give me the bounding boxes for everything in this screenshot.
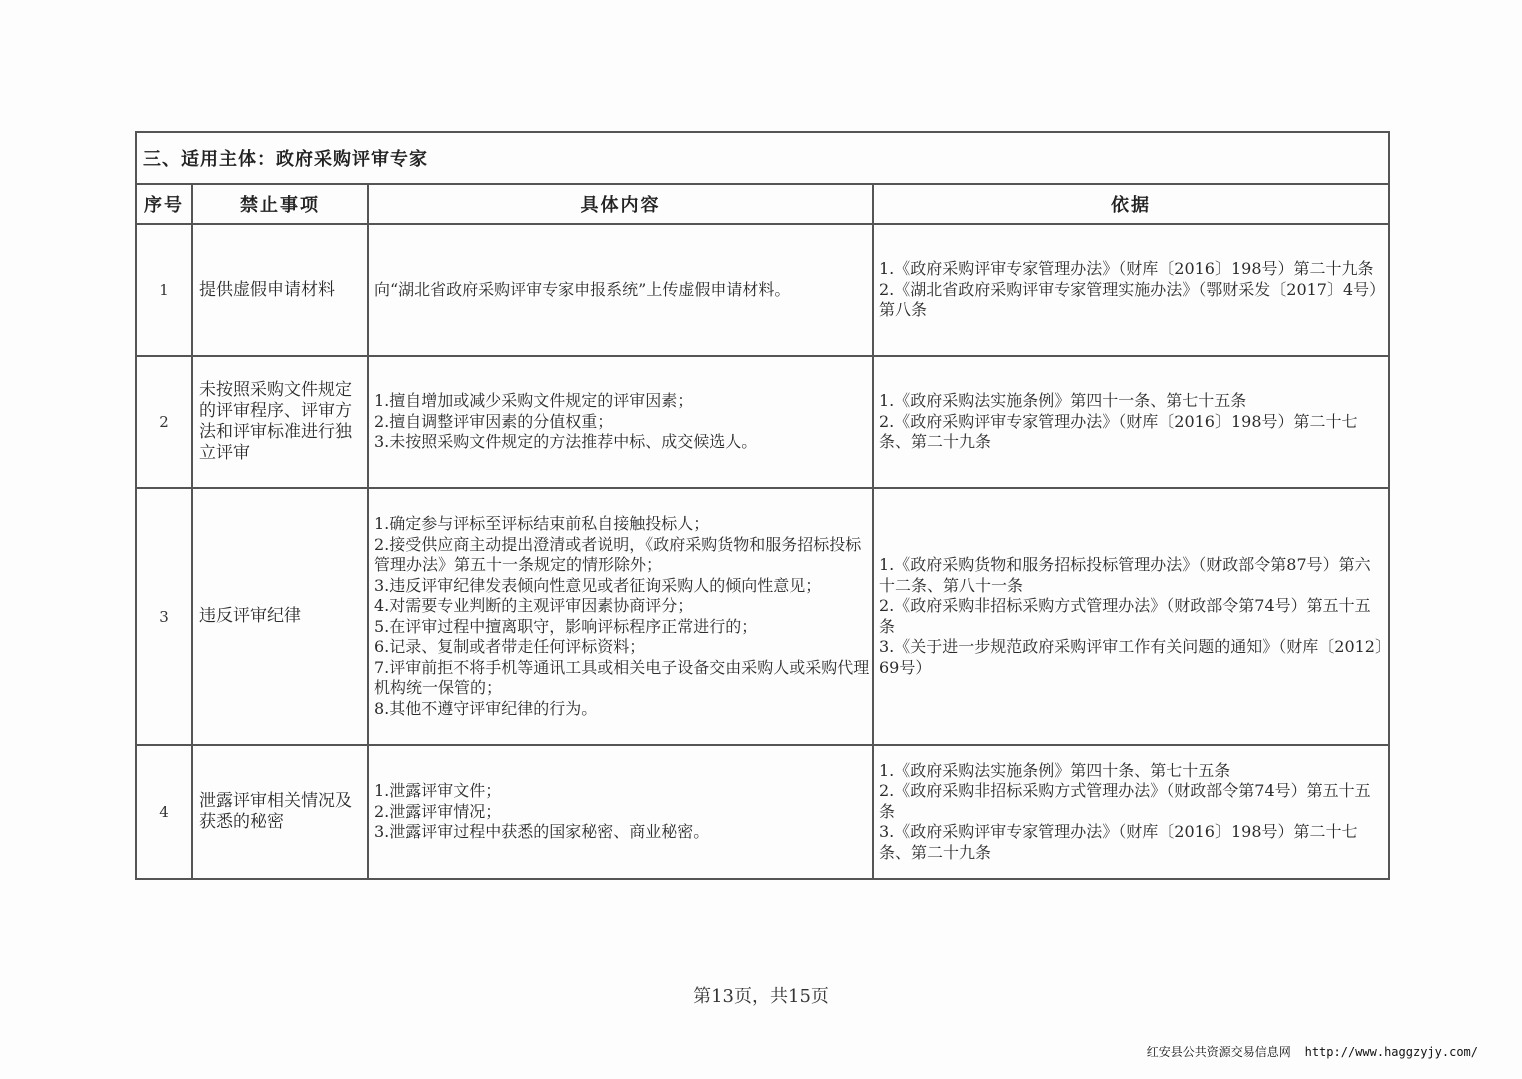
content-line: 8.其他不遵守评审纪律的行为。 (374, 698, 598, 718)
content-cell (368, 745, 873, 879)
basis-line: 2.《政府采购非招标采购方式管理办法》（财政部令第74号）第五十五条 (879, 596, 1371, 636)
basis-line: 2.《湖北省政府采购评审专家管理实施办法》（鄂财采发〔2017〕4号）第八条 (879, 279, 1386, 320)
content-line: 4.对需要专业判断的主观评审因素协商评分； (374, 596, 694, 615)
content-line: 1.确定参与评标至评标结束前私自接触投标人； (374, 514, 710, 533)
content-line: 5.在评审过程中擅离职守，影响评标程序正常进行的； (374, 616, 758, 636)
basis-line: 3.《政府采购评审专家管理办法》（财库〔2016〕198号）第二十七条、第二十九条 (879, 822, 1358, 862)
basis-cell (873, 356, 1389, 488)
basis-line: 3.《关于进一步规范政府采购评审工作有关问题的通知》（财库〔2012〕69号） (879, 637, 1383, 677)
prohibited-item: 违反评审纪律 (192, 488, 368, 745)
content-line: 3.未按照采购文件规定的方法推荐中标、成交候选人。 (374, 432, 758, 452)
header-serial: 序号 (136, 184, 192, 224)
basis-cell (873, 745, 1389, 879)
content-line: 向“湖北省政府采购评审专家申报系统”上传虚假申请材料。 (374, 279, 791, 299)
content-line: 2.擅自调整评审因素的分值权重； (374, 411, 614, 431)
section-title-row (136, 132, 1389, 184)
basis-line: 1.《政府采购货物和服务招标投标管理办法》（财政部令第87号）第六十二条、第八十一条 (879, 555, 1371, 595)
header-basis: 依据 (873, 184, 1389, 224)
content-cell (368, 356, 873, 488)
row-number: 4 (136, 745, 192, 879)
site-name: 红安县公共资源交易信息网 (1146, 1045, 1291, 1059)
header-row (136, 184, 1389, 224)
prohibited-items-table (135, 131, 1390, 880)
row-number: 1 (136, 224, 192, 356)
header-prohibited-item: 禁止事项 (192, 184, 368, 224)
table-row (136, 488, 1389, 745)
site-footer (1147, 1043, 1478, 1060)
row-number: 2 (136, 356, 192, 488)
page-number: 第13页，共15页 (693, 986, 829, 1007)
table-row (136, 224, 1389, 356)
rules-table-container (135, 131, 1388, 880)
site-url[interactable]: http://www.haggzyjy.com/ (1304, 1045, 1478, 1059)
basis-cell (873, 488, 1389, 745)
basis-line: 1.《政府采购法实施条例》第四十一条、第七十五条 (879, 391, 1247, 411)
section-title: 三、适用主体：政府采购评审专家 (136, 132, 1389, 184)
basis-line: 2.《政府采购非招标采购方式管理办法》（财政部令第74号）第五十五条 (879, 781, 1371, 821)
header-content: 具体内容 (368, 184, 873, 224)
content-line: 3.违反评审纪律发表倾向性意见或者征询采购人的倾向性意见； (374, 575, 822, 595)
content-cell (368, 488, 873, 745)
prohibited-item: 泄露评审相关情况及获悉的秘密 (192, 745, 368, 879)
prohibited-item: 提供虚假申请材料 (192, 224, 368, 356)
content-cell (368, 224, 873, 356)
content-line: 1.泄露评审文件； (374, 781, 502, 801)
content-line: 1.擅自增加或减少采购文件规定的评审因素； (374, 391, 694, 411)
table-row (136, 745, 1389, 879)
content-line: 3.泄露评审过程中获悉的国家秘密、商业秘密。 (374, 822, 710, 842)
basis-cell (873, 224, 1389, 356)
content-line: 6.记录、复制或者带走任何评标资料； (374, 637, 646, 656)
content-line: 2.泄露评审情况； (374, 801, 502, 821)
table-row (136, 356, 1389, 488)
row-number: 3 (136, 488, 192, 745)
content-line: 7.评审前拒不将手机等通讯工具或相关电子设备交由采购人或采购代理机构统一保管的； (374, 657, 870, 697)
basis-line: 1.《政府采购法实施条例》第四十条、第七十五条 (879, 760, 1231, 780)
basis-line: 2.《政府采购评审专家管理办法》（财库〔2016〕198号）第二十七条、第二十九条 (879, 411, 1358, 452)
content-line: 2.接受供应商主动提出澄清或者说明，《政府采购货物和服务招标投标管理办法》第五十一条规定的情形除外； (374, 534, 862, 574)
prohibited-item: 未按照采购文件规定的评审程序、评审方法和评审标准进行独立评审 (192, 356, 368, 488)
basis-line: 1.《政府采购评审专家管理办法》（财库〔2016〕198号）第二十九条 (879, 259, 1374, 279)
